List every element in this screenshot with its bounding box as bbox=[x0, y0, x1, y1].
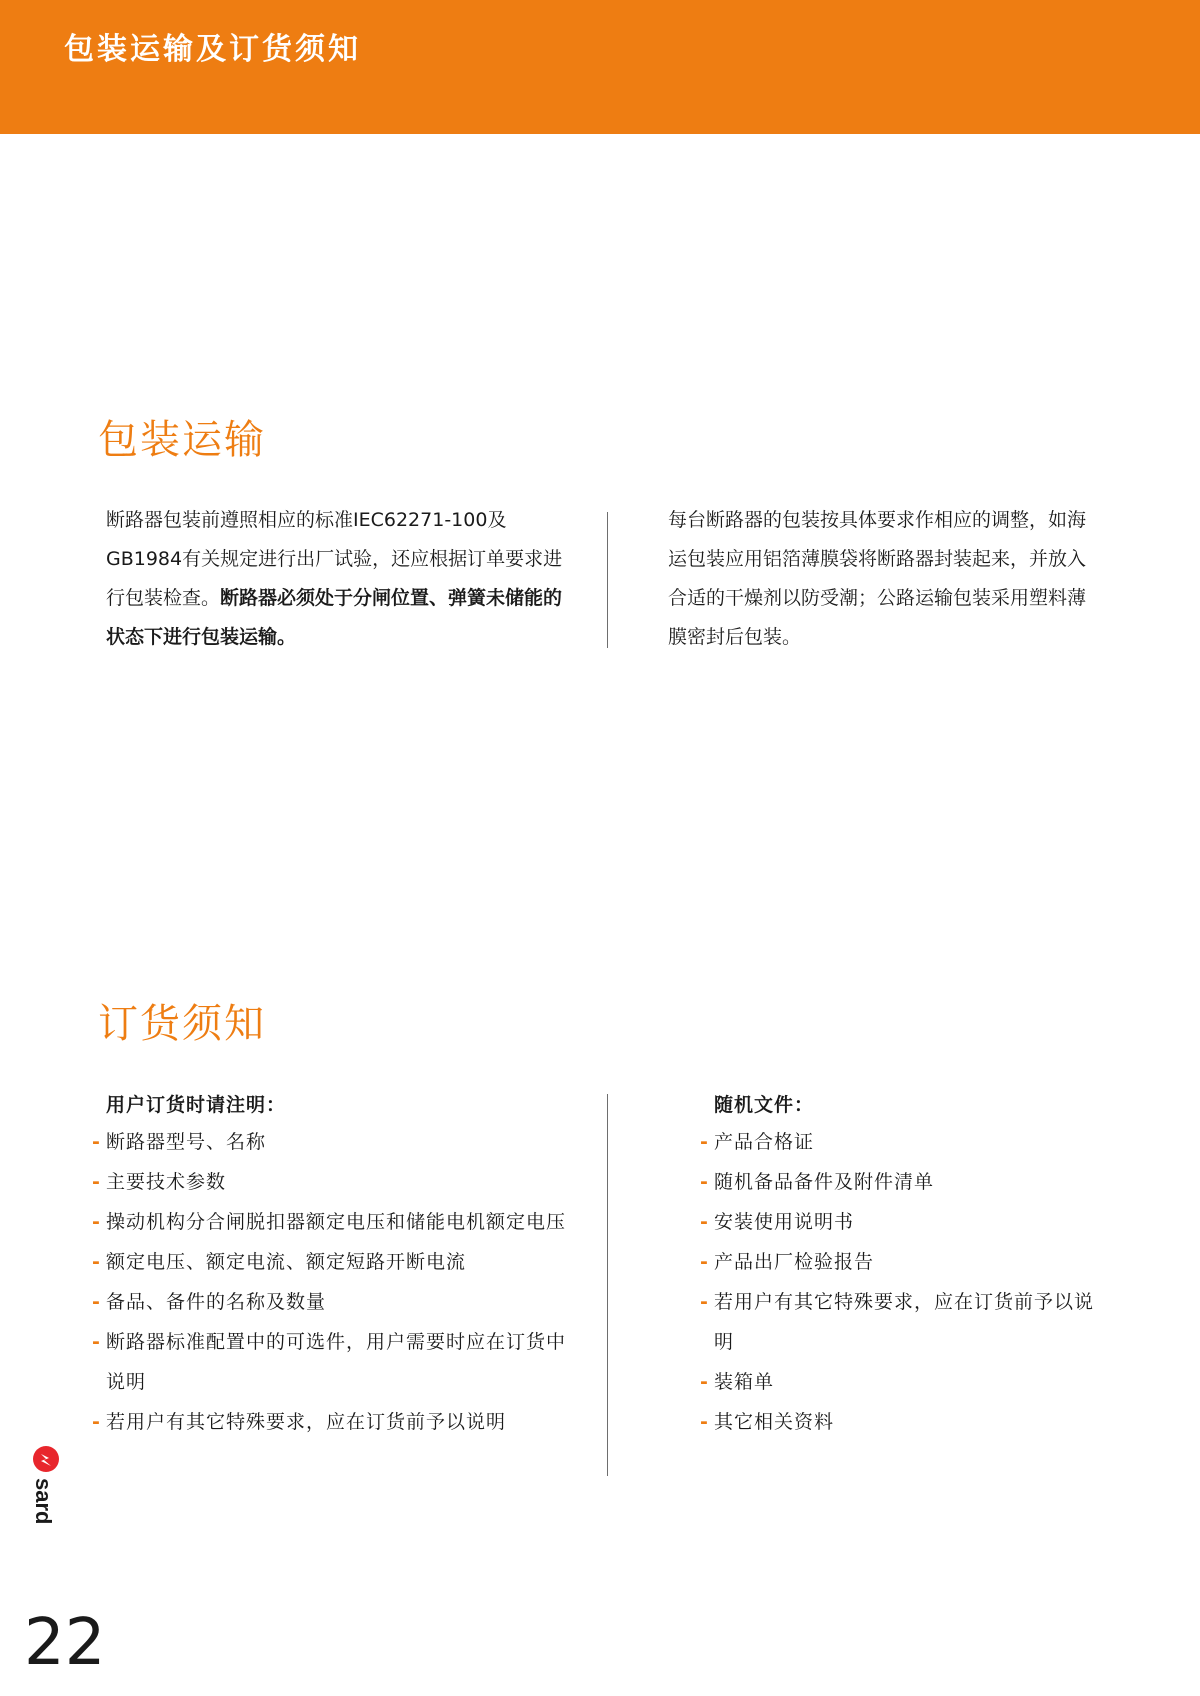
order-requirements-list bbox=[92, 1122, 572, 1442]
page-title: 包装运输及订货须知 bbox=[64, 32, 361, 67]
list-item bbox=[92, 1402, 572, 1442]
bullet-dash: - bbox=[700, 1171, 709, 1193]
list-item-text: 主要技术参数 bbox=[106, 1171, 227, 1193]
bullet-dash: - bbox=[92, 1211, 101, 1233]
list-item-text: 若用户有其它特殊要求，应在订货前予以说明 bbox=[714, 1291, 1095, 1353]
logo-text: sard bbox=[31, 1478, 56, 1525]
bullet-dash: - bbox=[700, 1131, 709, 1153]
list-item bbox=[700, 1122, 1112, 1162]
list-item bbox=[92, 1202, 572, 1242]
list-item bbox=[700, 1242, 1112, 1282]
list-item bbox=[700, 1402, 1112, 1442]
bullet-dash: - bbox=[92, 1171, 101, 1193]
order-requirements-heading: 用户订货时请注明： bbox=[106, 1094, 287, 1116]
list-item-text: 断路器型号、名称 bbox=[106, 1131, 267, 1153]
bullet-dash: - bbox=[700, 1251, 709, 1273]
bullet-dash: - bbox=[700, 1291, 709, 1313]
list-item-text: 产品合格证 bbox=[714, 1131, 815, 1153]
packaging-right-paragraph: 每台断路器的包装按具体要求作相应的调整，如海运包装应用铝箔薄膜袋将断路器封装起来，并放入合适的干燥剂以防受潮；公路运输包装采用塑料薄膜密封后包装。 bbox=[668, 509, 1087, 648]
list-item-text: 产品出厂检验报告 bbox=[714, 1251, 875, 1273]
bullet-dash: - bbox=[92, 1331, 101, 1353]
ordering-column-divider bbox=[607, 1094, 608, 1476]
sard-logo bbox=[22, 1442, 62, 1528]
list-item-text: 若用户有其它特殊要求，应在订货前予以说明 bbox=[106, 1411, 507, 1433]
list-item-text: 其它相关资料 bbox=[714, 1411, 835, 1433]
list-item-text: 备品、备件的名称及数量 bbox=[106, 1291, 327, 1313]
bullet-dash: - bbox=[92, 1411, 101, 1433]
section-title-packaging: 包装运输 bbox=[98, 417, 266, 463]
packaging-left-text: 断路器包装前遵照相应的标准IEC62271-100及GB1984有关规定进行出厂试验，还应根据订单要求进行包装检查。 bbox=[106, 509, 563, 609]
page-number: 22 bbox=[24, 1606, 106, 1680]
list-item-text: 操动机构分合闸脱扣器额定电压和储能电机额定电压 bbox=[106, 1211, 567, 1233]
bullet-dash: - bbox=[92, 1251, 101, 1273]
list-item bbox=[700, 1202, 1112, 1242]
section-title-ordering: 订货须知 bbox=[98, 1001, 266, 1047]
bullet-dash: - bbox=[700, 1411, 709, 1433]
packaging-column-divider bbox=[607, 512, 608, 648]
list-item-text: 额定电压、额定电流、额定短路开断电流 bbox=[106, 1251, 467, 1273]
documents-heading: 随机文件： bbox=[714, 1094, 815, 1116]
header-banner bbox=[0, 0, 1200, 134]
packaging-left-paragraph bbox=[106, 501, 564, 657]
documents-list bbox=[700, 1122, 1112, 1442]
list-item bbox=[700, 1162, 1112, 1202]
list-item bbox=[700, 1362, 1112, 1402]
list-item bbox=[92, 1162, 572, 1202]
list-item-text: 装箱单 bbox=[714, 1371, 775, 1393]
list-item bbox=[92, 1242, 572, 1282]
list-item bbox=[92, 1322, 572, 1402]
list-item bbox=[700, 1282, 1112, 1362]
bullet-dash: - bbox=[92, 1131, 101, 1153]
list-item bbox=[92, 1282, 572, 1322]
bullet-dash: - bbox=[92, 1291, 101, 1313]
list-item-text: 随机备品备件及附件清单 bbox=[714, 1171, 935, 1193]
bullet-dash: - bbox=[700, 1371, 709, 1393]
packaging-left-bold-text: 断路器必须处于分闸位置、弹簧未储能的状态下进行包装运输。 bbox=[106, 587, 563, 648]
list-item bbox=[92, 1122, 572, 1162]
list-item-text: 断路器标准配置中的可选件，用户需要时应在订货中说明 bbox=[106, 1331, 567, 1393]
list-item-text: 安装使用说明书 bbox=[714, 1211, 855, 1233]
bullet-dash: - bbox=[700, 1211, 709, 1233]
